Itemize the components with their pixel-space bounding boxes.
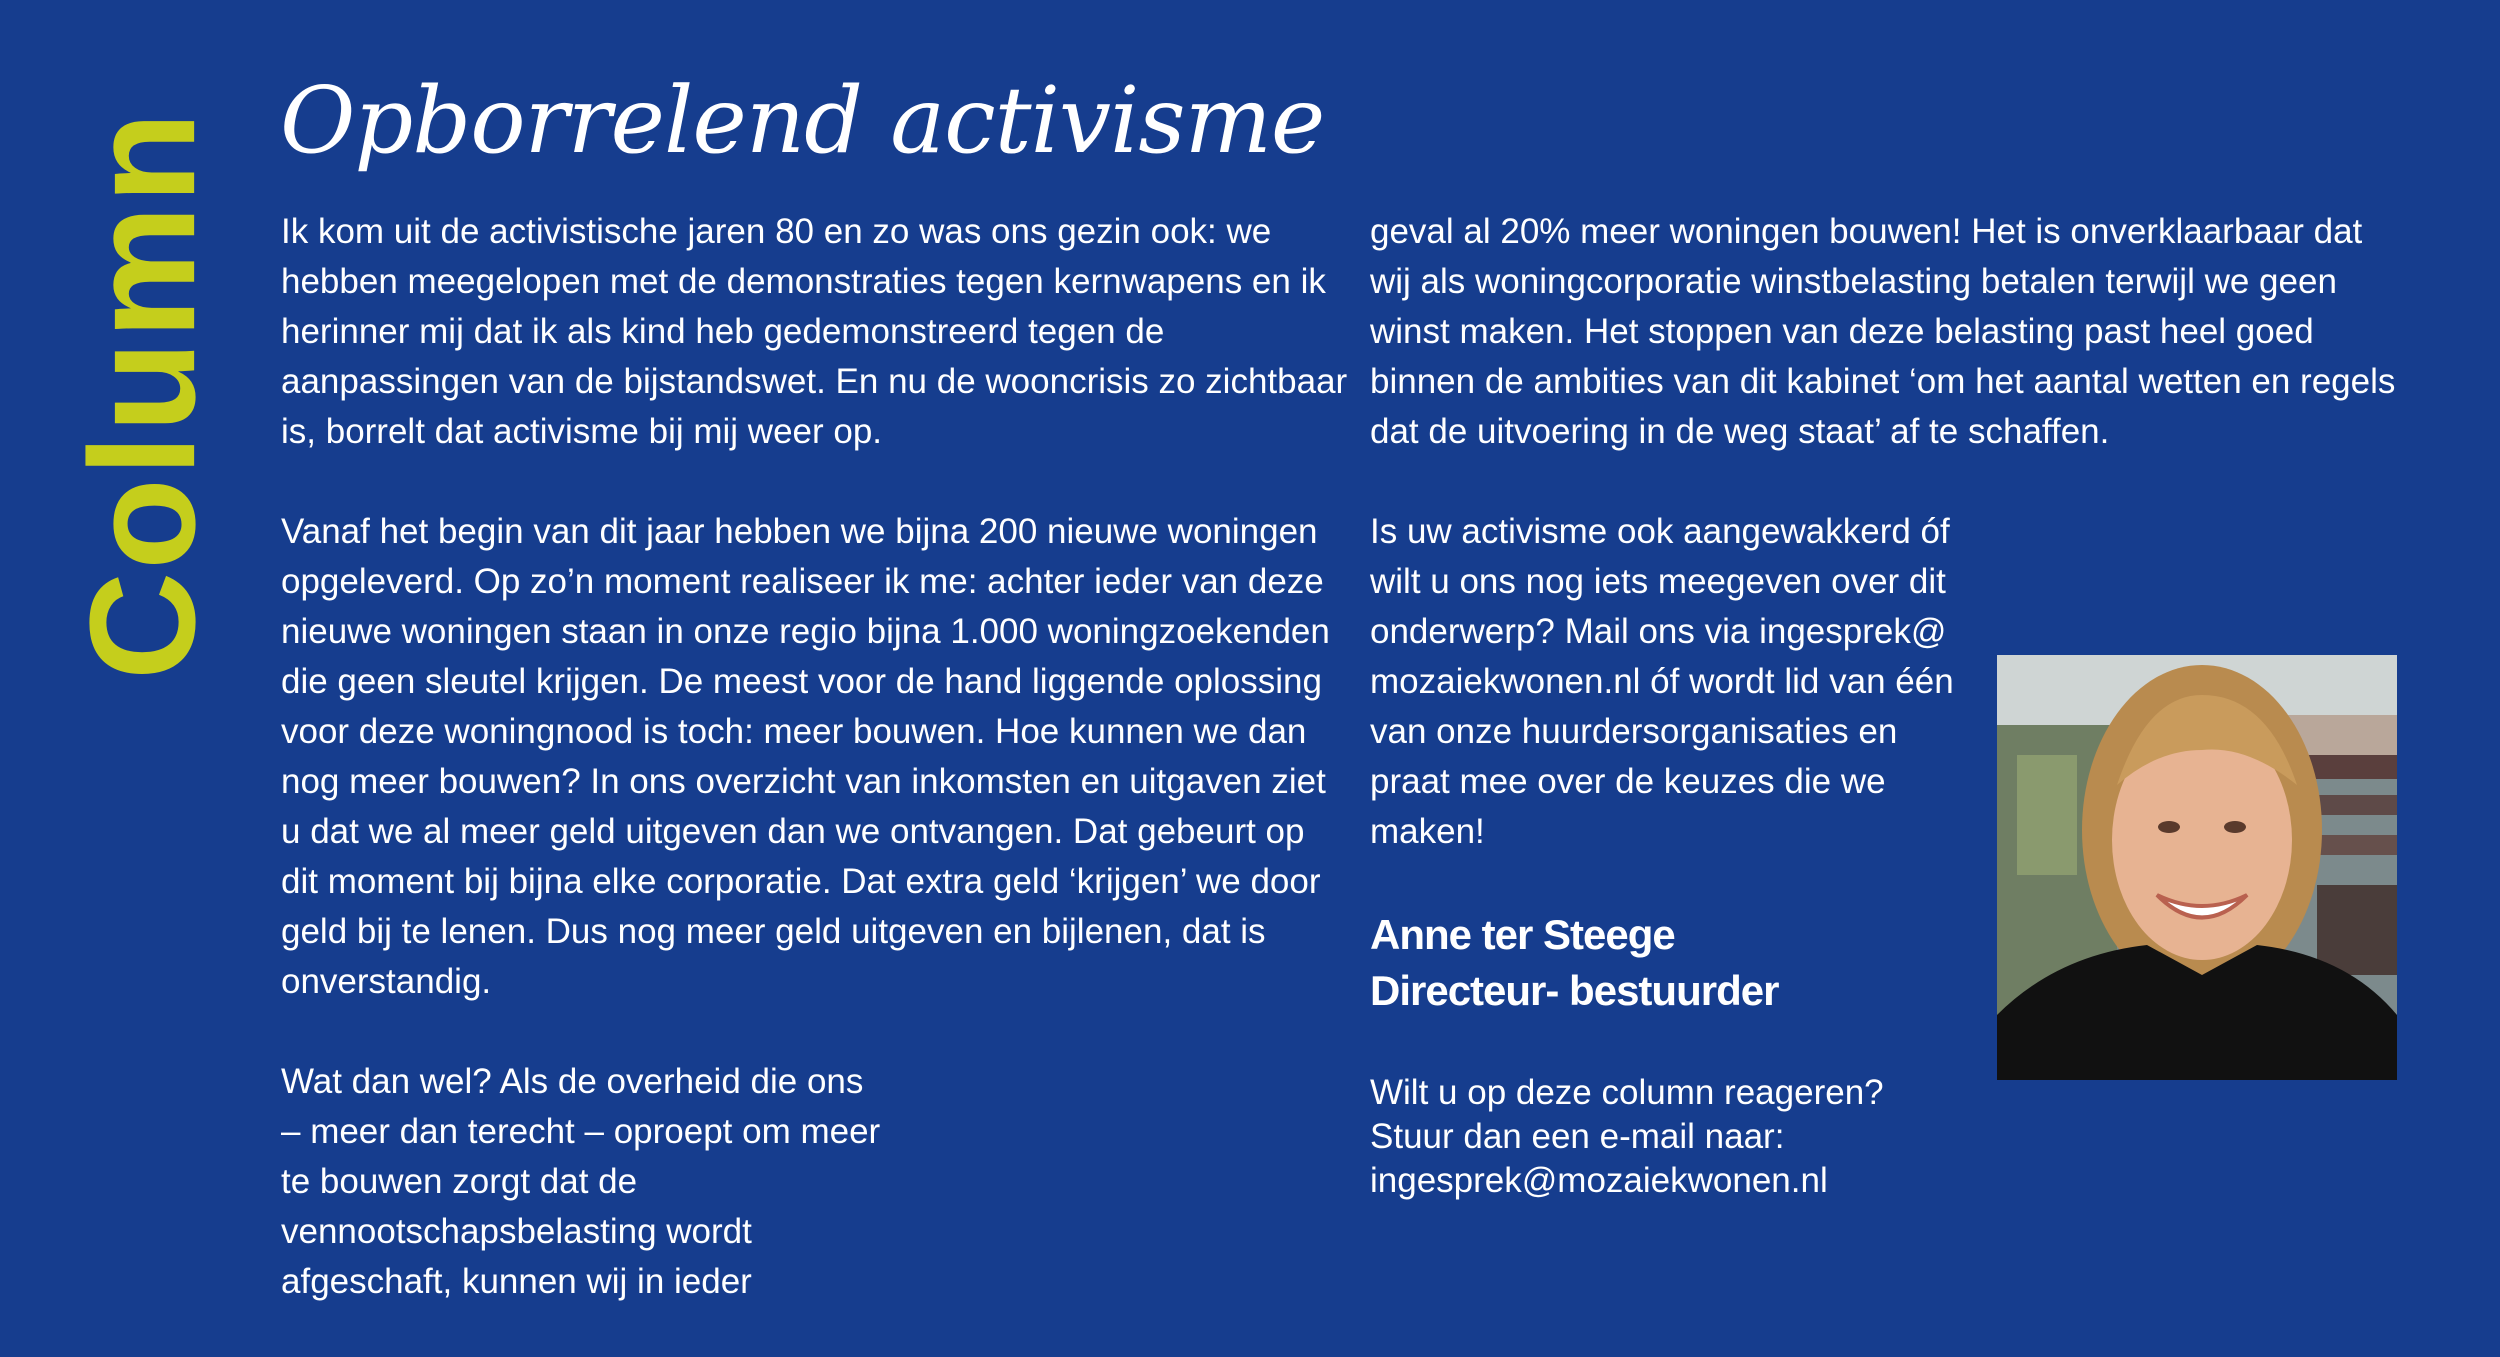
paragraph-intro: Ik kom uit de activistische jaren 80 en zo was ons gezin ook: we hebben meegelopen met de demonstraties tegen kernwapens en ik herinner mij dat ik als kind heb gedemonstreerd tegen de aanpassingen van de bijstandswet. En nu de wooncrisis zo zichtbaar is, borrelt dat activisme bij mij weer op.: [281, 212, 1348, 451]
author-role: Directeur- bestuurder: [1370, 967, 1779, 1014]
article-title: Opborrelend activisme: [280, 67, 1325, 174]
contact-block: [1370, 1071, 2410, 1203]
column-label-text: Column: [58, 109, 227, 681]
left-column: [281, 207, 1351, 1357]
author-name: Anne ter Steege: [1370, 911, 1675, 958]
author-portrait-photo: [1997, 655, 2397, 1080]
column-section-label: [58, 109, 227, 681]
paragraph-call-to-action: Is uw activisme ook aangewakkerd óf wilt u ons nog iets meegeven over dit onderwerp? Mail ons via ingesprek@ mozaiekwonen.nl óf wordt lid van één van onze huurdersorganisaties en praat mee over de keuzes die we maken!: [1370, 512, 1954, 851]
paragraph-building: Vanaf het begin van dit jaar hebben we bijna 200 nieuwe woningen opgeleverd. Op zo’n moment realiseer ik me: achter ieder van deze nieuwe woningen staan in onze regio bijna 1.000 woningzoekenden die geen sleutel krijgen. De meest voor de hand liggende oplossing voor deze woningnood is toch: meer bouwen. Hoe kunnen we dan nog meer bouwen? In ons overzicht van inkomsten en uitgaven ziet u dat we al meer geld uitgeven dan we ontvangen. Dat gebeurt op dit moment bij bijna elke corporatie. Dat extra geld ‘krijgen’ we door geld bij te lenen. Dus nog meer geld uitgeven en bijlenen, dat is onverstandig.: [281, 512, 1330, 1001]
contact-line-1: Wilt u op deze column reageren?: [1370, 1073, 1884, 1112]
paragraph-tax: Wat dan wel? Als de overheid die ons – meer dan terecht – oproept om meer te bouwen zorgt dat de vennootschapsbelasting wordt afgeschaft, kunnen wij in ieder: [281, 1062, 881, 1301]
contact-line-2: Stuur dan een e-mail naar:: [1370, 1117, 1785, 1156]
paragraph-tax-continued: geval al 20% meer woningen bouwen! Het is onverklaarbaar dat wij als woningcorporatie winstbelasting betalen terwijl we geen winst maken. Het stoppen van deze belasting past heel goed binnen de ambities van dit kabinet ‘om het aantal wetten en regels dat de uitvoering in de weg staat’ af te schaffen.: [1370, 212, 2396, 451]
contact-email: ingesprek@mozaiekwonen.nl: [1370, 1161, 1828, 1200]
